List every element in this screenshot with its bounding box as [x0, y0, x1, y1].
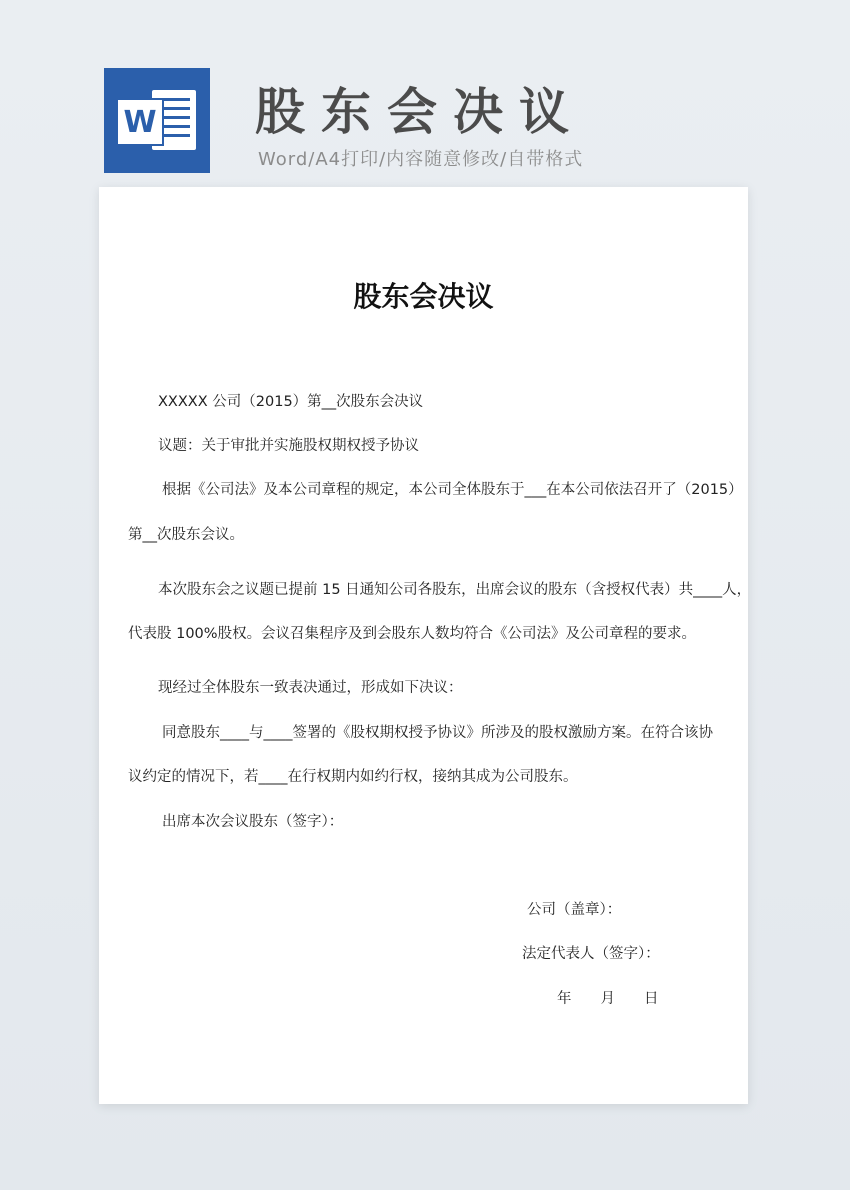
- paragraph-2-line-1: 本次股东会之议题已提前 15 日通知公司各股东，出席会议的股东（含授权代表）共____人，: [158, 582, 752, 598]
- date-line: 年 月 日: [557, 991, 659, 1007]
- paragraph-2-line-2: 代表股 100%股权。会议召集程序及到会股东人数均符合《公司法》及公司章程的要求。: [128, 626, 697, 642]
- paragraph-4-line-2: 议约定的情况下，若____在行权期内如约行权，接纳其成为公司股东。: [128, 769, 578, 785]
- legal-representative-line: 法定代表人（签字）：: [522, 946, 660, 962]
- paragraph-4-line-1: 同意股东____与____签署的《股权期权授予协议》所涉及的股权激励方案。在符合该协: [162, 725, 713, 741]
- paragraph-1-line-2: 第__次股东会议。: [128, 527, 244, 543]
- banner-title: 股东会决议: [255, 83, 585, 141]
- resolution-heading: XXXXX 公司（2015）第__次股东会决议: [158, 394, 424, 410]
- document-page: [99, 187, 752, 1104]
- company-seal-line: 公司（盖章）：: [527, 902, 622, 918]
- document-title: 股东会决议: [353, 280, 494, 313]
- banner-subtitle: Word/A4打印/内容随意修改/自带格式: [258, 149, 584, 170]
- paragraph-1-line-1: 根据《公司法》及本公司章程的规定，本公司全体股东于___在本公司依法召开了（2015）: [162, 482, 743, 498]
- paragraph-3: 现经过全体股东一致表决通过，形成如下决议：: [158, 680, 463, 696]
- agenda-line: 议题：关于审批并实施股权期权授予协议: [158, 438, 419, 454]
- word-logo: [104, 68, 210, 173]
- attendee-signature-line: 出席本次会议股东（签字）：: [162, 814, 344, 830]
- word-icon: W: [116, 98, 164, 146]
